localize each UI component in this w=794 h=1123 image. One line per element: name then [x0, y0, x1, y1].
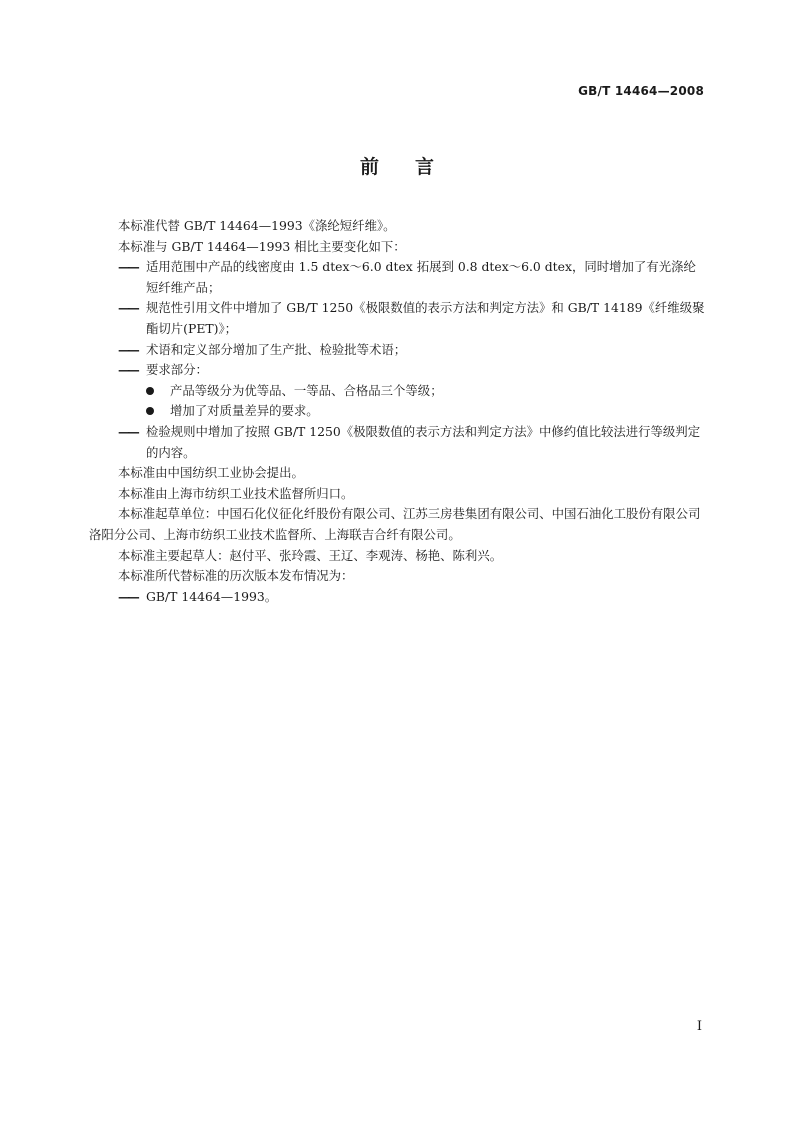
- dash-marker: ——: [118, 423, 137, 439]
- list-item: [89, 587, 707, 608]
- list-item-text: 检验规则中增加了按照 GB/T 1250《极限数值的表示方法和判定方法》中修约值比较法进行等级判定的内容。: [146, 423, 701, 460]
- paragraph-changes-intro: 本标准与 GB/T 14464—1993 相比主要变化如下：: [118, 238, 406, 254]
- paragraph-previous-editions: 本标准所代替标准的历次版本发布情况为：: [118, 568, 354, 584]
- page-title: 前言: [359, 156, 470, 178]
- list-item: [89, 340, 707, 361]
- bullet-item-text: 增加了对质量差异的要求。: [170, 403, 319, 419]
- list-item: [89, 422, 707, 463]
- foreword-body: [89, 216, 707, 607]
- dash-marker: ——: [118, 588, 137, 604]
- list-item-text: GB/T 14464—1993。: [146, 588, 278, 604]
- bullet-icon: [146, 387, 154, 395]
- list-item: [89, 360, 707, 381]
- bullet-icon: [146, 407, 154, 415]
- list-item-text: 规范性引用文件中增加了 GB/T 1250《极限数值的表示方法和判定方法》和 GB/T 14189《纤维级聚酯切片(PET)》；: [146, 300, 705, 336]
- page-number: I: [696, 1019, 702, 1034]
- dash-marker: ——: [118, 300, 137, 316]
- list-item: [89, 298, 707, 339]
- list-item-text: 要求部分：: [146, 362, 208, 378]
- standard-code-header: GB/T 14464—2008: [578, 84, 704, 98]
- paragraph-proposed-by: 本标准由中国纺织工业协会提出。: [118, 465, 304, 481]
- paragraph-replaces: 本标准代替 GB/T 14464—1993《涤纶短纤维》。: [118, 218, 396, 233]
- bullet-item: [89, 381, 707, 402]
- bullet-item: [89, 401, 707, 422]
- bullet-item-text: 产品等级分为优等品、一等品、合格品三个等级；: [170, 382, 443, 398]
- paragraph-drafting-units: 本标准起草单位：中国石化仪征化纤股份有限公司、江苏三房巷集团有限公司、中国石油化工股份有限公司洛阳分公司、上海市纺织工业技术监督所、上海联吉合纤有限公司。: [89, 506, 701, 542]
- list-item: [89, 257, 707, 298]
- dash-marker: ——: [118, 362, 137, 378]
- dash-marker: ——: [118, 341, 137, 357]
- list-item-text: 适用范围中产品的线密度由 1.5 dtex～6.0 dtex 拓展到 0.8 dtex～6.0 dtex，同时增加了有光涤纶短纤维产品；: [146, 259, 696, 295]
- dash-marker: ——: [118, 259, 137, 275]
- list-item-text: 术语和定义部分增加了生产批、检验批等术语；: [146, 341, 407, 357]
- paragraph-centralized-by: 本标准由上海市纺织工业技术监督所归口。: [118, 485, 354, 501]
- paragraph-drafters: 本标准主要起草人：赵付平、张玲霞、王辽、李观涛、杨艳、陈利兴。: [118, 547, 503, 563]
